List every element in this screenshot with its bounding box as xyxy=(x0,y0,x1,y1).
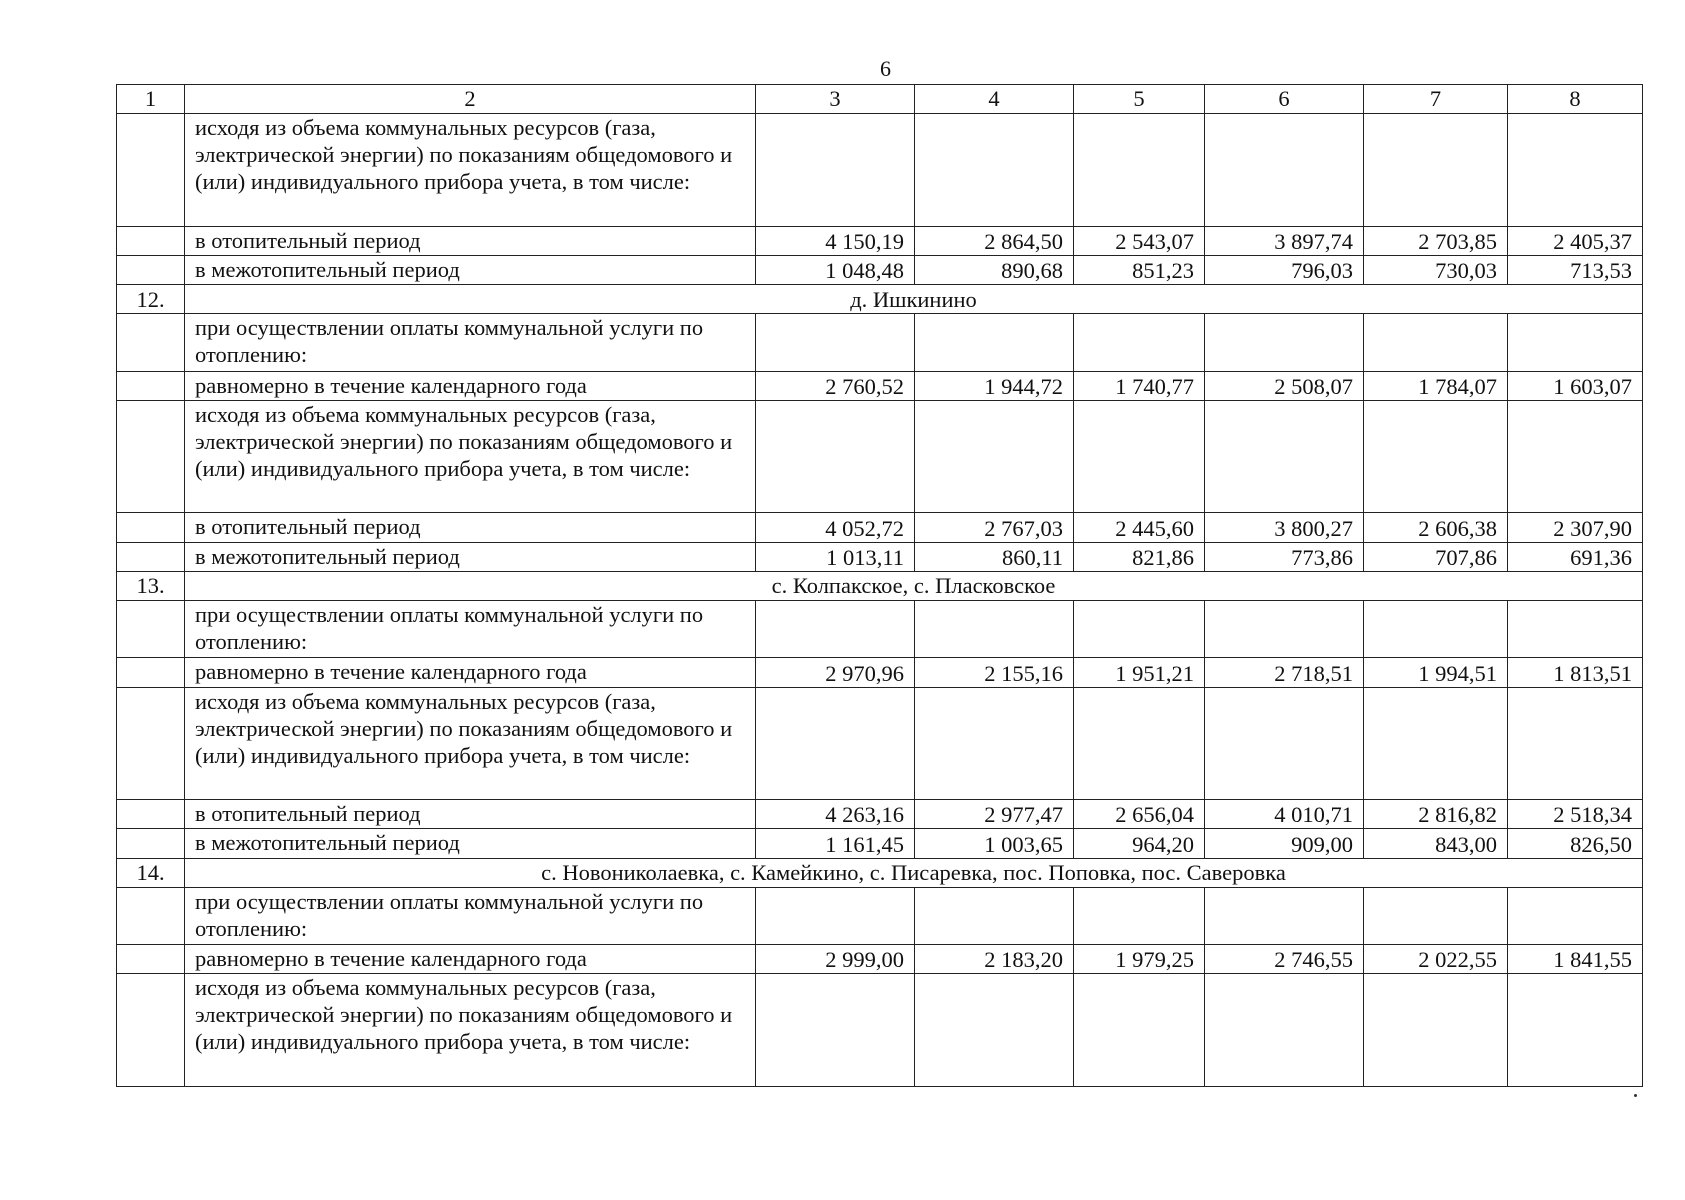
value-cell-col-8: 1 813,51 xyxy=(1508,658,1643,687)
value-cell-col-5 xyxy=(1074,974,1205,1087)
value-cell-col-3 xyxy=(756,687,915,800)
value-cell-col-4: 2 767,03 xyxy=(915,513,1074,542)
table-row xyxy=(117,371,1643,400)
scan-artifact-dot xyxy=(1634,1094,1637,1097)
value-cell-col-3: 2 760,52 xyxy=(756,371,915,400)
row-number-cell xyxy=(117,400,185,513)
value-cell-col-4: 2 977,47 xyxy=(915,800,1074,829)
row-label-cell: равномерно в течение календарного года xyxy=(185,658,756,687)
table-row xyxy=(117,829,1643,858)
value-cell-col-5: 1 979,25 xyxy=(1074,945,1205,974)
value-cell-col-8 xyxy=(1508,314,1643,371)
row-label-cell: исходя из объема коммунальных ресурсов (газа, электрической энергии) по показаниям общедомового и (или) индивидуального прибора учета, в том числе: xyxy=(185,974,756,1087)
value-cell-col-3 xyxy=(756,314,915,371)
value-cell-col-3 xyxy=(756,400,915,513)
row-number-cell xyxy=(117,314,185,371)
value-cell-col-6 xyxy=(1205,400,1364,513)
value-cell-col-5: 964,20 xyxy=(1074,829,1205,858)
value-cell-col-6: 796,03 xyxy=(1205,255,1364,284)
value-cell-col-4 xyxy=(915,687,1074,800)
value-cell-col-7: 730,03 xyxy=(1364,255,1508,284)
value-cell-col-6: 3 800,27 xyxy=(1205,513,1364,542)
table-row xyxy=(117,400,1643,513)
value-cell-col-6 xyxy=(1205,887,1364,944)
row-label-cell: равномерно в течение календарного года xyxy=(185,371,756,400)
row-number-cell xyxy=(117,255,185,284)
column-header-3: 3 xyxy=(756,85,915,114)
column-header-4: 4 xyxy=(915,85,1074,114)
value-cell-col-7: 2 606,38 xyxy=(1364,513,1508,542)
column-header-row xyxy=(117,85,1643,114)
value-cell-col-4 xyxy=(915,601,1074,658)
table-row xyxy=(117,945,1643,974)
value-cell-col-4: 2 864,50 xyxy=(915,226,1074,255)
row-label-cell: в отопительный период xyxy=(185,513,756,542)
value-cell-col-3: 1 161,45 xyxy=(756,829,915,858)
section-number: 13. xyxy=(117,571,185,600)
value-cell-col-8 xyxy=(1508,887,1643,944)
row-number-cell xyxy=(117,800,185,829)
value-cell-col-8: 2 307,90 xyxy=(1508,513,1643,542)
table-row xyxy=(117,687,1643,800)
row-number-cell xyxy=(117,658,185,687)
value-cell-col-8: 2 405,37 xyxy=(1508,226,1643,255)
value-cell-col-8 xyxy=(1508,601,1643,658)
value-cell-col-3 xyxy=(756,601,915,658)
value-cell-col-3: 1 048,48 xyxy=(756,255,915,284)
row-label-cell: в межотопительный период xyxy=(185,255,756,284)
table-row xyxy=(117,255,1643,284)
value-cell-col-7: 2 816,82 xyxy=(1364,800,1508,829)
value-cell-col-6 xyxy=(1205,687,1364,800)
value-cell-col-4: 1 944,72 xyxy=(915,371,1074,400)
row-number-cell xyxy=(117,371,185,400)
value-cell-col-6 xyxy=(1205,974,1364,1087)
column-header-6: 6 xyxy=(1205,85,1364,114)
value-cell-col-6 xyxy=(1205,601,1364,658)
value-cell-col-4 xyxy=(915,400,1074,513)
section-row xyxy=(117,285,1643,314)
value-cell-col-4 xyxy=(915,314,1074,371)
value-cell-col-5: 851,23 xyxy=(1074,255,1205,284)
row-label-cell: исходя из объема коммунальных ресурсов (газа, электрической энергии) по показаниям общедомового и (или) индивидуального прибора учета, в том числе: xyxy=(185,400,756,513)
value-cell-col-4 xyxy=(915,114,1074,227)
table-row xyxy=(117,513,1643,542)
table-row xyxy=(117,542,1643,571)
row-number-cell xyxy=(117,601,185,658)
value-cell-col-5 xyxy=(1074,687,1205,800)
table-row xyxy=(117,800,1643,829)
row-label-cell: исходя из объема коммунальных ресурсов (газа, электрической энергии) по показаниям общедомового и (или) индивидуального прибора учета, в том числе: xyxy=(185,687,756,800)
value-cell-col-4: 1 003,65 xyxy=(915,829,1074,858)
value-cell-col-4: 2 183,20 xyxy=(915,945,1074,974)
value-cell-col-7: 2 022,55 xyxy=(1364,945,1508,974)
value-cell-col-8 xyxy=(1508,687,1643,800)
section-title: с. Новониколаевка, с. Камейкино, с. Писаревка, пос. Поповка, пос. Саверовка xyxy=(185,858,1643,887)
value-cell-col-7 xyxy=(1364,114,1508,227)
table-row xyxy=(117,887,1643,944)
value-cell-col-4 xyxy=(915,887,1074,944)
row-number-cell xyxy=(117,513,185,542)
value-cell-col-3 xyxy=(756,974,915,1087)
value-cell-col-7: 707,86 xyxy=(1364,542,1508,571)
value-cell-col-6 xyxy=(1205,114,1364,227)
value-cell-col-3: 2 999,00 xyxy=(756,945,915,974)
section-row xyxy=(117,858,1643,887)
value-cell-col-3: 4 150,19 xyxy=(756,226,915,255)
value-cell-col-5: 2 445,60 xyxy=(1074,513,1205,542)
row-label-cell: в межотопительный период xyxy=(185,829,756,858)
value-cell-col-6 xyxy=(1205,314,1364,371)
table-row xyxy=(117,601,1643,658)
row-label-cell: исходя из объема коммунальных ресурсов (газа, электрической энергии) по показаниям общедомового и (или) индивидуального прибора учета, в том числе: xyxy=(185,114,756,227)
row-number-cell xyxy=(117,114,185,227)
value-cell-col-4: 860,11 xyxy=(915,542,1074,571)
value-cell-col-7 xyxy=(1364,887,1508,944)
value-cell-col-8 xyxy=(1508,974,1643,1087)
row-number-cell xyxy=(117,945,185,974)
row-number-cell xyxy=(117,974,185,1087)
section-row xyxy=(117,571,1643,600)
row-number-cell xyxy=(117,887,185,944)
table-row xyxy=(117,226,1643,255)
value-cell-col-5 xyxy=(1074,887,1205,944)
value-cell-col-5: 1 740,77 xyxy=(1074,371,1205,400)
value-cell-col-5: 821,86 xyxy=(1074,542,1205,571)
table-row xyxy=(117,658,1643,687)
value-cell-col-7 xyxy=(1364,400,1508,513)
value-cell-col-7: 2 703,85 xyxy=(1364,226,1508,255)
table-row xyxy=(117,974,1643,1087)
value-cell-col-8: 1 603,07 xyxy=(1508,371,1643,400)
value-cell-col-7 xyxy=(1364,314,1508,371)
row-label-cell: в межотопительный период xyxy=(185,542,756,571)
table-row xyxy=(117,114,1643,227)
value-cell-col-8: 2 518,34 xyxy=(1508,800,1643,829)
value-cell-col-6: 773,86 xyxy=(1205,542,1364,571)
column-header-5: 5 xyxy=(1074,85,1205,114)
value-cell-col-6: 3 897,74 xyxy=(1205,226,1364,255)
value-cell-col-3 xyxy=(756,887,915,944)
value-cell-col-8: 1 841,55 xyxy=(1508,945,1643,974)
value-cell-col-8: 826,50 xyxy=(1508,829,1643,858)
value-cell-col-3 xyxy=(756,114,915,227)
value-cell-col-5 xyxy=(1074,314,1205,371)
section-number: 12. xyxy=(117,285,185,314)
row-number-cell xyxy=(117,226,185,255)
row-number-cell xyxy=(117,687,185,800)
value-cell-col-6: 2 508,07 xyxy=(1205,371,1364,400)
value-cell-col-8 xyxy=(1508,400,1643,513)
tariff-table xyxy=(116,84,1643,1087)
row-label-cell: при осуществлении оплаты коммунальной услуги по отоплению: xyxy=(185,601,756,658)
section-title: д. Ишкинино xyxy=(185,285,1643,314)
value-cell-col-6: 909,00 xyxy=(1205,829,1364,858)
value-cell-col-3: 1 013,11 xyxy=(756,542,915,571)
value-cell-col-7 xyxy=(1364,601,1508,658)
value-cell-col-3: 4 263,16 xyxy=(756,800,915,829)
value-cell-col-5 xyxy=(1074,114,1205,227)
row-label-cell: при осуществлении оплаты коммунальной услуги по отоплению: xyxy=(185,314,756,371)
value-cell-col-4: 890,68 xyxy=(915,255,1074,284)
page-number: 6 xyxy=(880,56,891,81)
row-label-cell: равномерно в течение календарного года xyxy=(185,945,756,974)
value-cell-col-8: 713,53 xyxy=(1508,255,1643,284)
value-cell-col-7: 1 994,51 xyxy=(1364,658,1508,687)
row-number-cell xyxy=(117,542,185,571)
value-cell-col-6: 2 746,55 xyxy=(1205,945,1364,974)
value-cell-col-6: 4 010,71 xyxy=(1205,800,1364,829)
value-cell-col-5 xyxy=(1074,601,1205,658)
value-cell-col-7: 843,00 xyxy=(1364,829,1508,858)
value-cell-col-5: 1 951,21 xyxy=(1074,658,1205,687)
value-cell-col-3: 4 052,72 xyxy=(756,513,915,542)
row-label-cell: в отопительный период xyxy=(185,800,756,829)
section-title: с. Колпакское, с. Пласковское xyxy=(185,571,1643,600)
value-cell-col-7: 1 784,07 xyxy=(1364,371,1508,400)
value-cell-col-5: 2 656,04 xyxy=(1074,800,1205,829)
value-cell-col-5: 2 543,07 xyxy=(1074,226,1205,255)
column-header-1: 1 xyxy=(117,85,185,114)
row-label-cell: в отопительный период xyxy=(185,226,756,255)
column-header-8: 8 xyxy=(1508,85,1643,114)
row-number-cell xyxy=(117,829,185,858)
table-row xyxy=(117,314,1643,371)
value-cell-col-5 xyxy=(1074,400,1205,513)
value-cell-col-7 xyxy=(1364,687,1508,800)
value-cell-col-8: 691,36 xyxy=(1508,542,1643,571)
value-cell-col-7 xyxy=(1364,974,1508,1087)
value-cell-col-4: 2 155,16 xyxy=(915,658,1074,687)
value-cell-col-3: 2 970,96 xyxy=(756,658,915,687)
value-cell-col-8 xyxy=(1508,114,1643,227)
section-number: 14. xyxy=(117,858,185,887)
column-header-2: 2 xyxy=(185,85,756,114)
column-header-7: 7 xyxy=(1364,85,1508,114)
value-cell-col-6: 2 718,51 xyxy=(1205,658,1364,687)
value-cell-col-4 xyxy=(915,974,1074,1087)
row-label-cell: при осуществлении оплаты коммунальной услуги по отоплению: xyxy=(185,887,756,944)
